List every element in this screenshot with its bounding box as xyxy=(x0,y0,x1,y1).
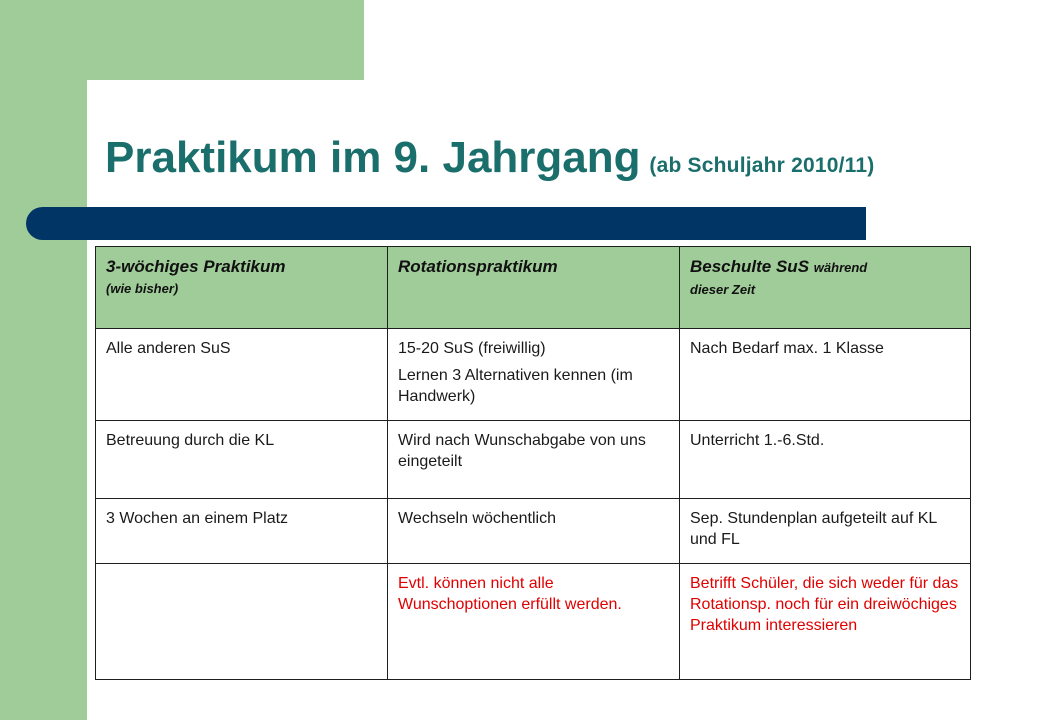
header-cell-beschulte xyxy=(680,247,971,329)
table-cell: Alle anderen SuS xyxy=(96,329,388,421)
table-cell: 3 Wochen an einem Platz xyxy=(96,499,388,564)
left-green-strip xyxy=(0,0,87,720)
table-cell-empty xyxy=(96,564,388,680)
top-green-block xyxy=(0,0,364,80)
table-row xyxy=(96,329,971,421)
table-header-row xyxy=(96,247,971,329)
header-note-inline: während xyxy=(813,260,868,275)
header-label: 3-wöchiges Praktikum xyxy=(106,257,286,276)
table-cell xyxy=(388,329,680,421)
table-cell: Wechseln wöchentlich xyxy=(388,499,680,564)
header-cell-praktikum xyxy=(96,247,388,329)
header-note: (wie bisher) xyxy=(106,281,179,296)
header-note: dieser Zeit xyxy=(690,282,756,297)
table-cell-warning: Evtl. können nicht alle Wunschoptionen erfüllt werden. xyxy=(388,564,680,680)
table-cell: Nach Bedarf max. 1 Klasse xyxy=(680,329,971,421)
table-cell: Sep. Stundenplan aufgeteilt auf KL und FL xyxy=(680,499,971,564)
table-cell: Betreuung durch die KL xyxy=(96,421,388,499)
table-row xyxy=(96,499,971,564)
table-row xyxy=(96,564,971,680)
table-cell-warning: Betrifft Schüler, die sich weder für das Rotationsp. noch für ein dreiwöchiges Praktikum interessieren xyxy=(680,564,971,680)
table-row xyxy=(96,421,971,499)
header-cell-rotation xyxy=(388,247,680,329)
cell-line: 15-20 SuS (freiwillig) xyxy=(398,340,546,357)
title-subtitle: (ab Schuljahr 2010/11) xyxy=(649,154,875,177)
cell-line: Lernen 3 Alternativen kennen (im Handwerk) xyxy=(398,367,633,405)
header-label: Beschulte SuS xyxy=(690,257,810,276)
header-label: Rotationspraktikum xyxy=(398,257,558,276)
title-underline-bar xyxy=(26,207,866,240)
table-cell: Wird nach Wunschabgabe von uns eingeteilt xyxy=(388,421,680,499)
slide-title xyxy=(105,133,874,183)
comparison-table xyxy=(95,246,971,680)
table-cell: Unterricht 1.-6.Std. xyxy=(680,421,971,499)
title-main: Praktikum im 9. Jahrgang xyxy=(105,133,641,182)
